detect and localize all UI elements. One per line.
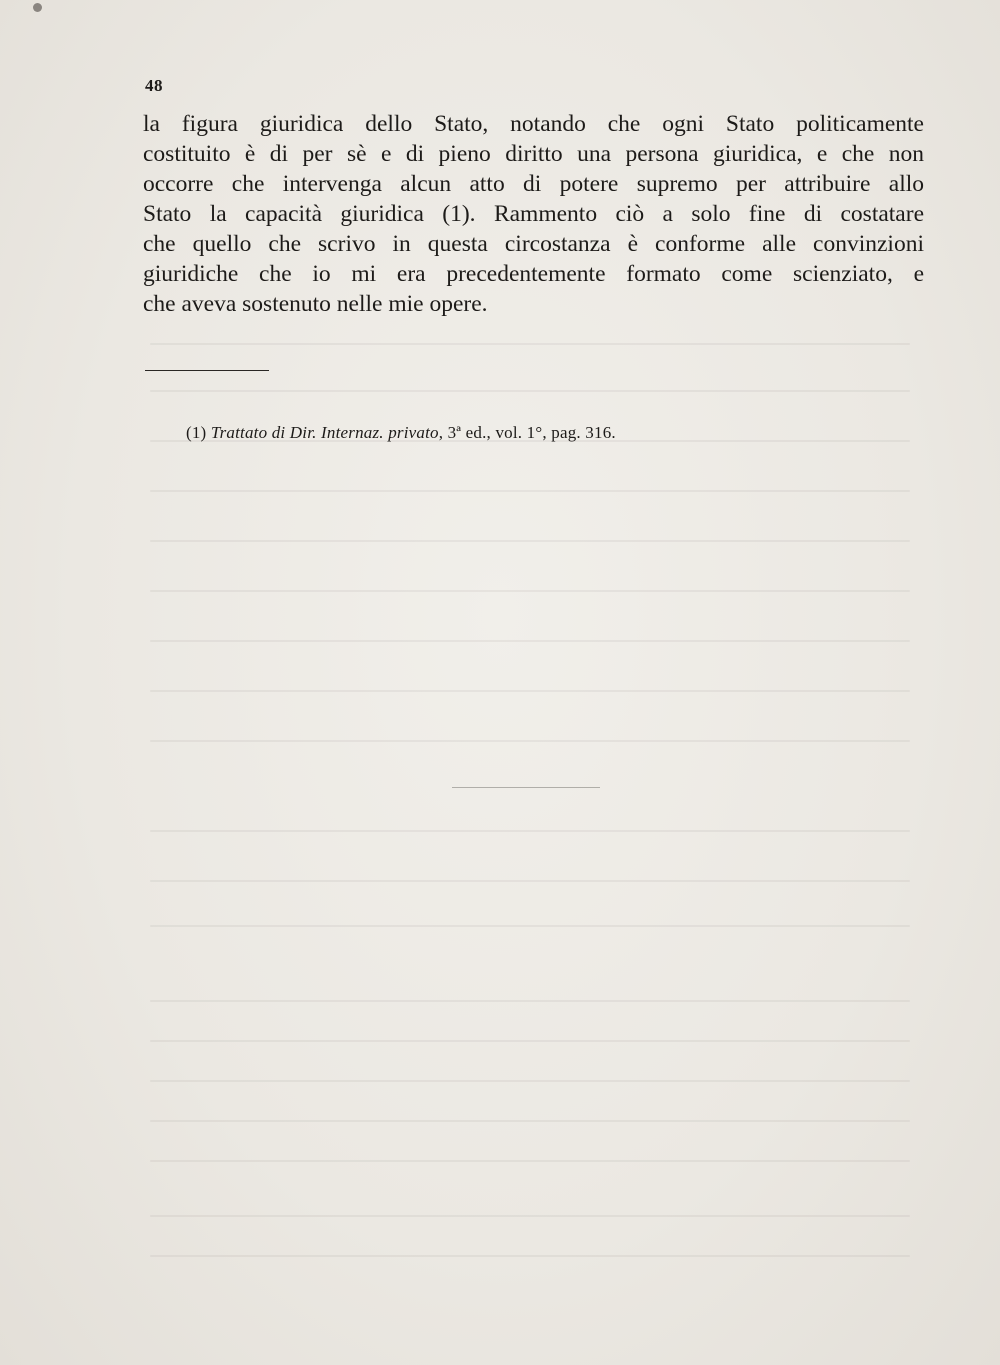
footnote-marker: (1) bbox=[186, 423, 211, 442]
body-line: occorre che intervenga alcun atto di potere supremo per attribuire allo bbox=[143, 171, 924, 197]
show-through-line bbox=[150, 740, 910, 742]
show-through-line bbox=[150, 690, 910, 692]
footnote-separator bbox=[145, 370, 269, 371]
body-line: che quello che scrivo in questa circostanza è conforme alle convinzioni bbox=[143, 231, 924, 257]
show-through-line bbox=[150, 1000, 910, 1002]
show-through-line bbox=[150, 490, 910, 492]
body-paragraph bbox=[143, 109, 924, 319]
show-through-line bbox=[150, 1120, 910, 1122]
footnote-title: Trattato di Dir. Internaz. privato bbox=[210, 423, 439, 442]
show-through-line bbox=[150, 830, 910, 832]
body-line: giuridiche che io mi era precedentemente formato come scienziato, e bbox=[143, 261, 924, 287]
show-through-line bbox=[150, 880, 910, 882]
show-through-line bbox=[150, 1080, 910, 1082]
show-through-line bbox=[150, 343, 910, 345]
show-through-line bbox=[150, 390, 910, 392]
body-line: costituito è di per sè e di pieno diritto una persona giuridica, e che non bbox=[143, 141, 924, 167]
body-line: che aveva sostenuto nelle mie opere. bbox=[143, 291, 488, 317]
show-through-line bbox=[150, 540, 910, 542]
show-through-line bbox=[150, 1215, 910, 1217]
show-through-line bbox=[150, 925, 910, 927]
show-through-rule bbox=[452, 787, 600, 788]
show-through-line bbox=[150, 1255, 910, 1257]
footnote-edition: , 3ª ed., vol. 1°, pag. 316. bbox=[438, 423, 616, 442]
show-through-line bbox=[150, 1160, 910, 1162]
show-through-line bbox=[150, 590, 910, 592]
body-line: la figura giuridica dello Stato, notando che ogni Stato politicamente bbox=[143, 111, 924, 137]
body-line: Stato la capacità giuridica (1). Rammento ciò a solo fine di costatare bbox=[143, 201, 924, 227]
punch-mark bbox=[33, 3, 42, 12]
show-through-line bbox=[150, 1040, 910, 1042]
page-number: 48 bbox=[145, 76, 163, 95]
footnote bbox=[186, 423, 616, 443]
show-through-line bbox=[150, 640, 910, 642]
